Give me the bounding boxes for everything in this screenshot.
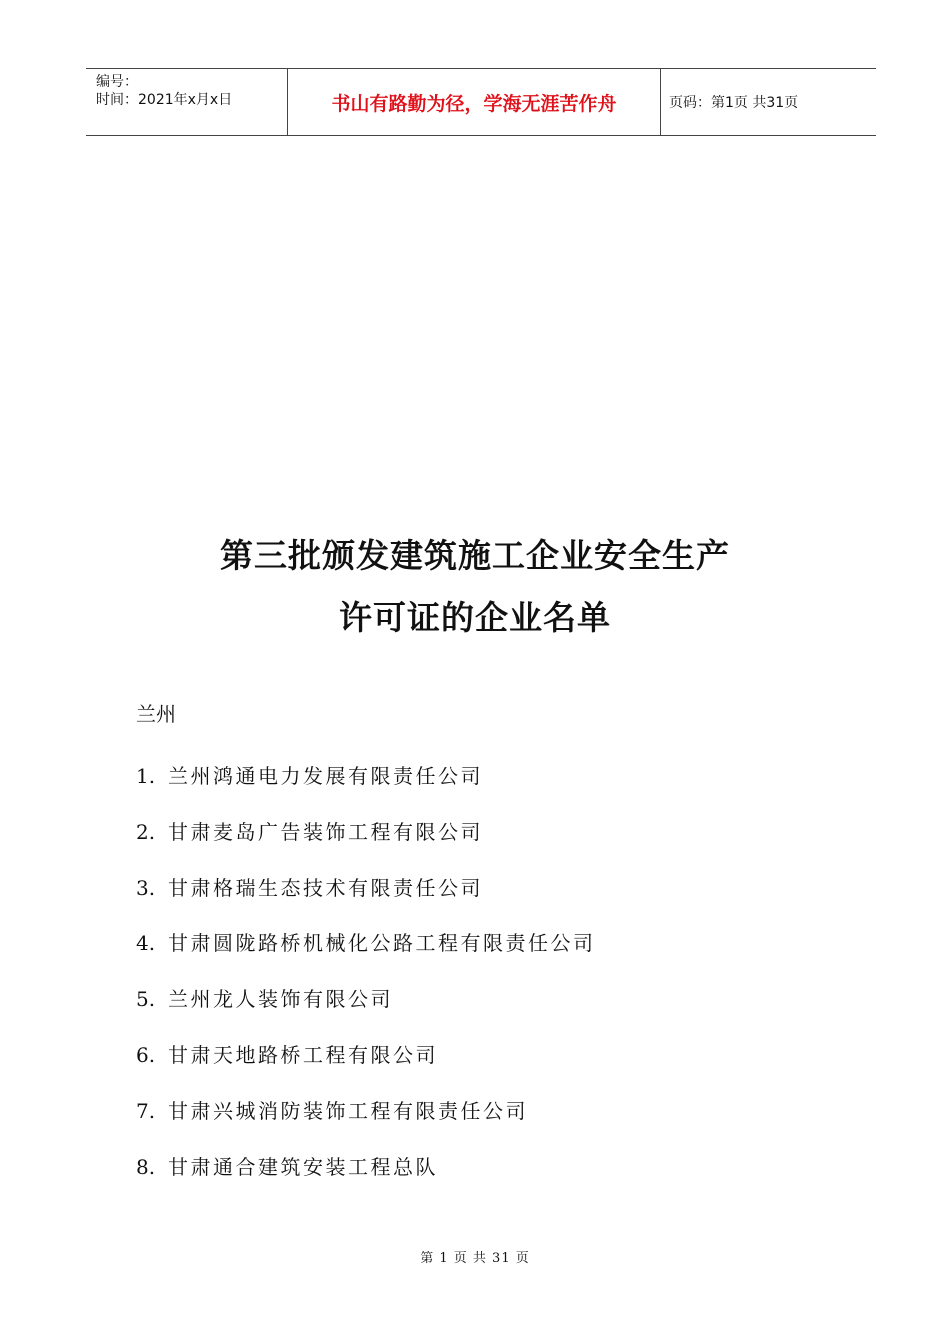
list-item — [136, 1095, 596, 1151]
document-title-line1: 第三批颁发建筑施工企业安全生产 — [220, 536, 730, 575]
list-item — [136, 1151, 596, 1207]
item-name: 甘肃格瑞生态技术有限责任公司 — [168, 875, 483, 900]
item-name: 甘肃兴城消防装饰工程有限责任公司 — [168, 1098, 528, 1123]
item-number: 5. — [136, 987, 156, 1012]
header-page-info: 页码：第1页 共31页 — [669, 95, 799, 111]
item-number: 3. — [136, 875, 156, 900]
item-number: 7. — [136, 1098, 156, 1123]
item-number: 1. — [136, 764, 156, 788]
list-item — [136, 1039, 596, 1095]
item-name: 甘肃通合建筑安装工程总队 — [168, 1154, 438, 1179]
section-label: 兰州 — [136, 702, 176, 726]
item-name: 兰州鸿通电力发展有限责任公司 — [168, 764, 483, 788]
item-name: 兰州龙人装饰有限公司 — [168, 987, 393, 1012]
item-name: 甘肃圆陇路桥机械化公路工程有限责任公司 — [168, 931, 596, 956]
page-header — [86, 68, 876, 136]
list-item — [136, 760, 596, 816]
header-motto: 书山有路勤为径，学海无涯苦作舟 — [288, 69, 661, 135]
list-item — [136, 872, 596, 928]
time-label: 时间：2021年x月x日 — [96, 92, 233, 108]
item-name: 甘肃天地路桥工程有限公司 — [168, 1042, 438, 1067]
page-footer: 第 1 页 共 31 页 — [420, 1251, 530, 1266]
list-item — [136, 983, 596, 1039]
serial-label: 编号： — [96, 74, 138, 90]
document-title-line2: 许可证的企业名单 — [339, 598, 611, 637]
item-number: 8. — [136, 1154, 156, 1179]
list-item — [136, 816, 596, 872]
item-number: 4. — [136, 931, 156, 956]
company-list — [136, 760, 596, 1206]
item-name: 甘肃麦岛广告装饰工程有限公司 — [168, 819, 483, 844]
list-item — [136, 927, 596, 983]
item-number: 2. — [136, 819, 156, 844]
item-number: 6. — [136, 1042, 156, 1067]
header-meta — [86, 69, 288, 135]
